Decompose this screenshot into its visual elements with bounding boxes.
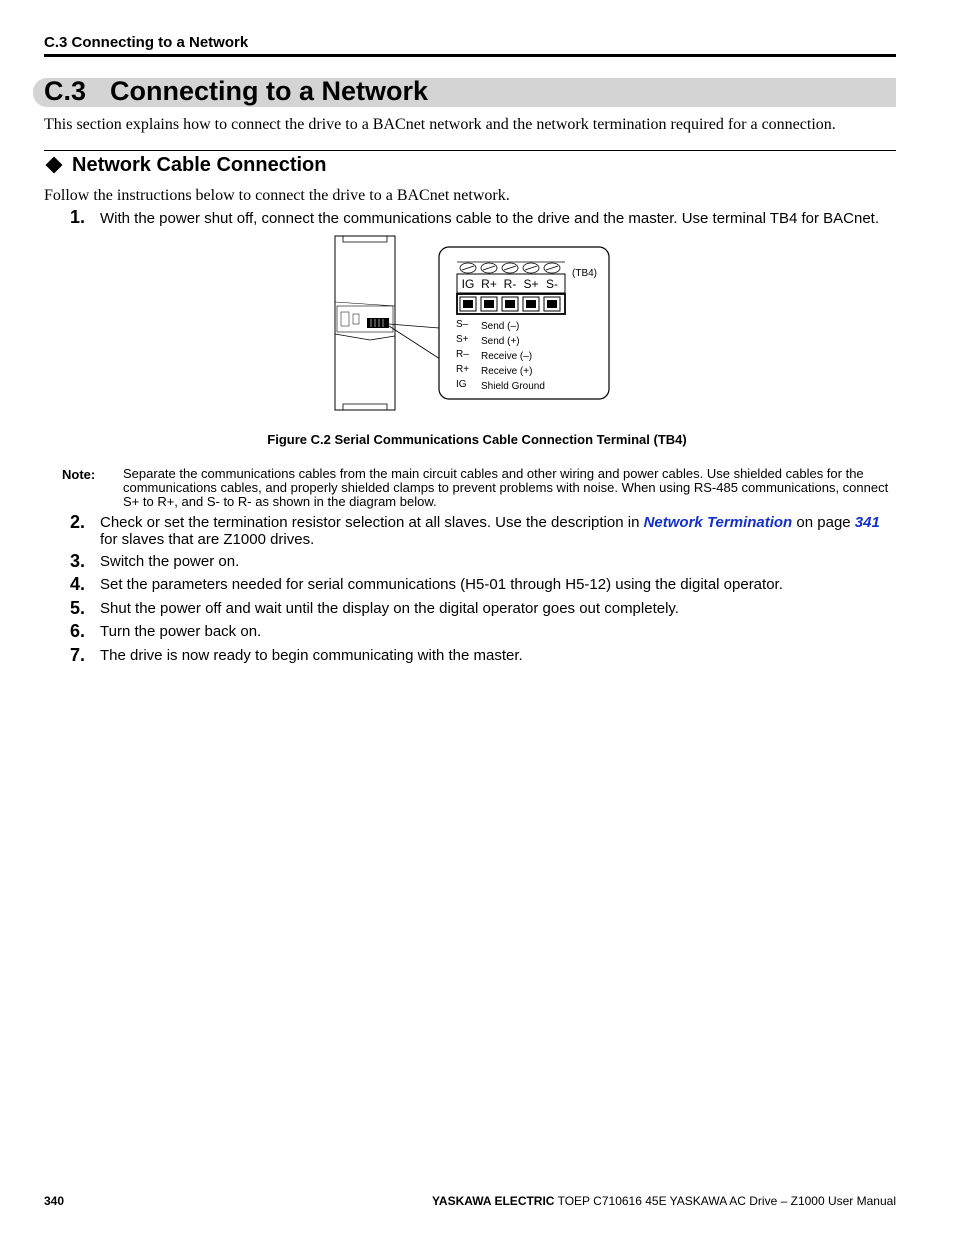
footer-brand: YASKAWA ELECTRIC <box>432 1194 555 1208</box>
step-number: 3. <box>70 551 86 571</box>
diamond-bullet-icon <box>46 156 63 173</box>
legend-code: S– <box>456 319 469 330</box>
note-label: Note: <box>62 467 96 482</box>
legend-code: S+ <box>456 334 469 345</box>
step-text: Set the parameters needed for serial communications (H5-01 through H5-12) using the digital operator. <box>100 576 783 593</box>
terminal-label: S- <box>546 277 558 291</box>
subsection-title-text: Network Cable Connection <box>72 154 327 176</box>
step-text: The drive is now ready to begin communicating with the master. <box>100 647 523 664</box>
intro-paragraph: This section explains how to connect the drive to a BACnet network and the network termination required for a connection. <box>44 116 836 133</box>
subsection-rule <box>44 150 896 151</box>
step-number: 4. <box>70 574 86 594</box>
terminal-label: S+ <box>523 277 539 291</box>
legend-desc: Send (+) <box>481 336 520 347</box>
step-number: 7. <box>70 645 86 665</box>
legend-code: R– <box>456 349 469 360</box>
subsection-title <box>44 154 326 177</box>
terminal-label: R+ <box>481 277 497 291</box>
running-head: C.3 Connecting to a Network <box>44 34 249 51</box>
header-rule <box>44 54 896 57</box>
step-text-part: for slaves that are Z1000 drives. <box>100 531 315 548</box>
network-termination-link[interactable]: Network Termination <box>643 514 793 531</box>
legend-desc: Receive (+) <box>481 366 533 377</box>
step-text-part: on page <box>792 514 855 531</box>
step-text: With the power shut off, connect the communications cable to the drive and the master. Use terminal TB4 for BACnet. <box>100 210 880 227</box>
legend-code: R+ <box>456 364 470 375</box>
footer-doc-info <box>432 1194 896 1208</box>
legend-desc: Shield Ground <box>481 381 545 392</box>
step-number: 6. <box>70 621 86 641</box>
step-number: 1. <box>70 207 86 227</box>
terminal-label: IG <box>461 277 475 291</box>
legend-desc: Send (–) <box>481 321 520 332</box>
footer-doc-title: TOEP C710616 45E YASKAWA AC Drive – Z1000 User Manual <box>554 1194 896 1208</box>
tb4-label: (TB4) <box>572 268 597 279</box>
terminal-label: R- <box>503 277 517 291</box>
legend-desc: Receive (–) <box>481 351 533 362</box>
step-text: Shut the power off and wait until the display on the digital operator goes out completely. <box>100 600 679 617</box>
legend-code: IG <box>456 379 467 390</box>
page-341-link[interactable]: 341 <box>854 514 880 531</box>
note-text: Separate the communications cables from the main circuit cables and other wiring and power cables. Use shielded cables for the communications cables, and properly shielded clamps to prevent problems with noise. When using RS-485 communications, connect S+ to R+, and S- to R- as shown in the diagram below. <box>123 466 889 509</box>
section-title-text: Connecting to a Network <box>110 76 429 106</box>
step-number: 5. <box>70 598 86 618</box>
step-text: Switch the power on. <box>100 553 240 570</box>
step-text-part: Check or set the termination resistor selection at all slaves. Use the description in <box>100 514 644 531</box>
page-number: 340 <box>44 1194 65 1208</box>
tb4-wiring-figure <box>325 232 615 412</box>
figure-caption: Figure C.2 Serial Communications Cable Connection Terminal (TB4) <box>267 432 687 447</box>
step-text <box>100 514 896 548</box>
section-title <box>44 76 428 107</box>
step-number: 2. <box>70 512 86 532</box>
step-text: Turn the power back on. <box>100 623 262 640</box>
section-number: C.3 <box>44 76 87 106</box>
follow-paragraph: Follow the instructions below to connect the drive to a BACnet network. <box>44 187 510 204</box>
